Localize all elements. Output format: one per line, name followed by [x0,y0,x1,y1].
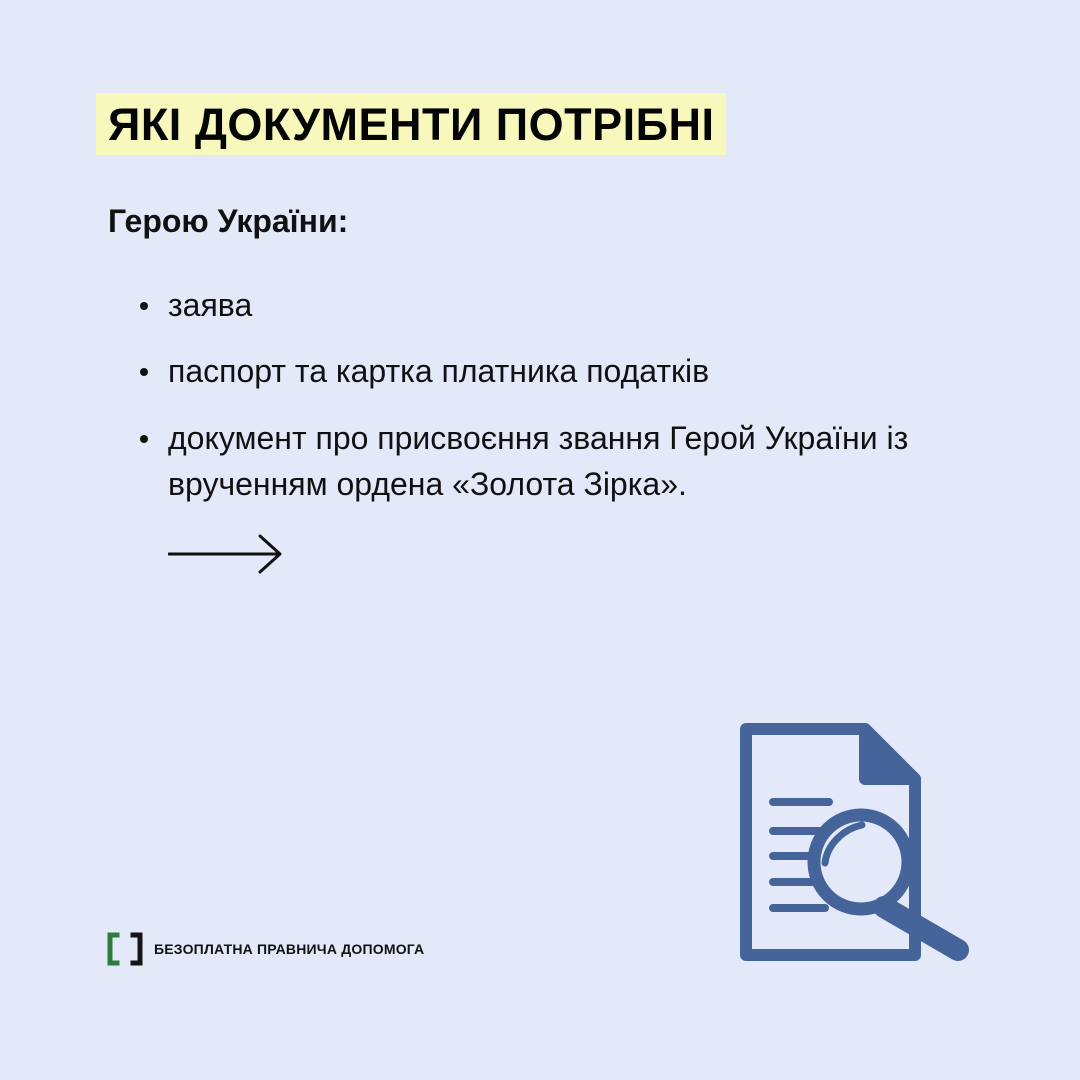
bullet-icon [140,368,148,376]
document-item-passport [140,348,960,394]
brand-logo [106,932,424,966]
page-title: ЯКІ ДОКУМЕНТИ ПОТРІБНІ [108,98,715,150]
document-item-label: документ про присвоєння звання Герой України із врученням ордена «Золота Зірка». [168,419,909,503]
title-highlight [96,93,726,155]
brand-name: БЕЗОПЛАТНА ПРАВНИЧА ДОПОМОГА [154,941,425,957]
bullet-icon [140,435,148,443]
bullet-icon [140,302,148,310]
arrow-right-icon [168,532,286,576]
document-magnifier-icon [730,720,985,975]
brackets-logo-icon [106,932,144,966]
document-item-label: паспорт та картка платника податків [168,353,710,390]
document-item-label: заява [168,287,253,323]
document-item-hero-title [140,415,960,508]
document-group-title: Герою України: [108,203,349,239]
document-item-application [140,282,960,328]
documents-list [140,282,960,528]
